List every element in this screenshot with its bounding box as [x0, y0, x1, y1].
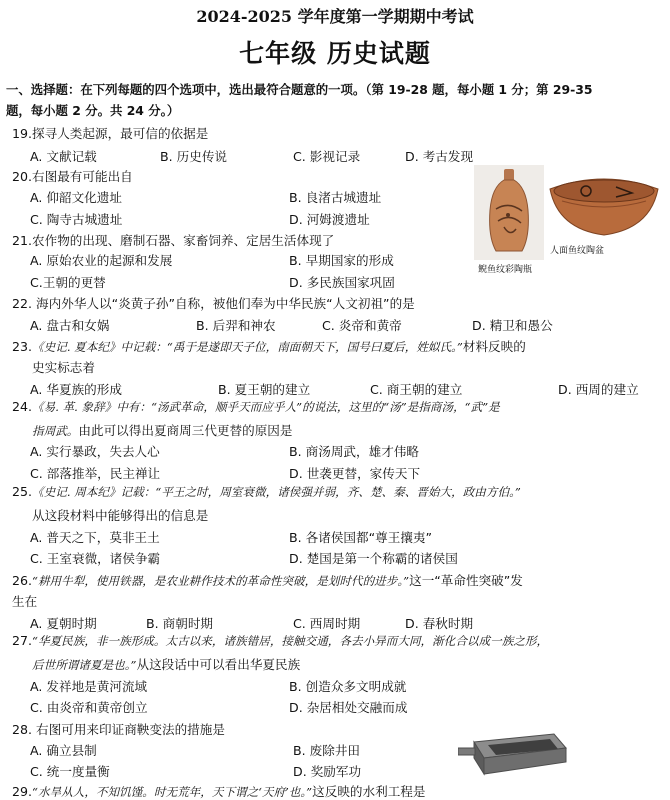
q24-stem-end: 由此可以得出夏商周三代更替的原因是 — [78, 423, 293, 438]
basin-caption: 人面鱼纹陶盆 — [550, 246, 605, 256]
q25-option-b: B. 各诸侯国都“尊王攘夷” — [289, 530, 433, 545]
q20-option-a: A. 仰韶文化遗址 — [30, 190, 122, 205]
fish-pattern-painted-bottle-image — [474, 165, 544, 260]
q27-stem-end: 从这段话中可以看出华夏民族 — [136, 657, 301, 672]
question-19-stem: 19.探寻人类起源，最可信的依据是 — [12, 126, 209, 141]
q20-option-b: B. 良渚古城遗址 — [289, 190, 382, 205]
q24-option-a: A. 实行暴政，失去人心 — [30, 444, 160, 459]
q24-quote-end: 指周武。 — [32, 424, 79, 438]
q23-quote: 《史记. 夏本纪》中记载：“禹于是遂即天子位，南面朝天下，国号曰夏后，姓姒氏。” — [32, 340, 463, 354]
q20-option-d: D. 河姆渡遗址 — [289, 212, 370, 227]
q23-option-c: C. 商王朝的建立 — [370, 382, 463, 397]
q26-option-d: D. 春秋时期 — [405, 616, 474, 631]
exam-subject-title: 七年级 历史试题 — [239, 39, 431, 68]
question-23-stem-line2: 史实标志着 — [32, 360, 95, 375]
q23-option-a: A. 华夏族的形成 — [30, 382, 122, 397]
question-24-stem-line1 — [12, 399, 500, 415]
q22-option-a: A. 盘古和女娲 — [30, 318, 110, 333]
q27-option-a: A. 发祥地是黄河流域 — [30, 679, 148, 694]
q24-number: 24. — [12, 399, 33, 414]
question-23-stem-line1 — [12, 336, 526, 355]
q25-number: 25. — [12, 484, 33, 499]
question-21-stem: 21.农作物的出现、磨制石器、家畜饲养、定居生活体现了 — [12, 233, 335, 248]
q24-option-c: C. 部落推举，民主禅让 — [30, 466, 161, 481]
q23-stem-end: 材料反映的 — [462, 339, 526, 354]
q23-option-d: D. 西周的建立 — [558, 382, 639, 397]
q27-number: 27. — [12, 633, 33, 648]
question-20-stem: 20.右图最有可能出自 — [12, 169, 133, 184]
q28-option-b: B. 废除井田 — [293, 743, 361, 758]
question-27-stem-line2 — [32, 654, 300, 673]
q26-quote: “耕用牛犁，使用铁器，是农业耕作技术的革命性突破，是划时代的进步。” — [32, 574, 410, 588]
q21-option-b: B. 早期国家的形成 — [289, 253, 394, 268]
question-22-stem: 22. 海内外华人以“炎黄子孙”自称，被他们奉为中华民族“人文初祖”的是 — [12, 296, 415, 311]
q25-option-d: D. 楚国是第一个称霸的诸侯国 — [289, 551, 458, 566]
q19-option-d: D. 考古发现 — [405, 149, 474, 164]
section-instructions-line2: 题，每小题 2 分。共 24 分。） — [6, 103, 180, 118]
q19-option-c: C. 影视记录 — [293, 149, 361, 164]
q23-number: 23. — [12, 339, 33, 354]
question-26-stem-line1 — [12, 570, 523, 589]
q27-quote-end: 后世所谓诸夏是也。” — [32, 658, 137, 672]
shang-yang-square-measure-image — [458, 728, 580, 778]
question-29-stem — [12, 781, 425, 800]
q24-quote: 《易. 革. 象辞》中有：“汤武革命，顺乎天而应乎人”的说法，这里的“汤”是指商汤，“武”是 — [32, 400, 500, 414]
q20-option-c: C. 陶寺古城遗址 — [30, 212, 123, 227]
q27-option-b: B. 创造众多文明成就 — [289, 679, 407, 694]
q26-option-c: C. 西周时期 — [293, 616, 361, 631]
question-26-stem-line2: 生在 — [12, 594, 38, 609]
human-face-fish-basin-image — [546, 173, 662, 239]
question-24-stem-line2 — [32, 420, 292, 439]
q29-number: 29. — [12, 784, 33, 799]
q26-stem-end: 这一“革命性突破”发 — [409, 573, 523, 588]
q19-option-a: A. 文献记载 — [30, 149, 97, 164]
q29-stem-end: 这反映的水利工程是 — [312, 784, 426, 799]
q29-quote: “水旱从人，不知饥馑。时无荒年，天下谓之‘天府’也。” — [32, 785, 313, 799]
q21-option-c: C.王朝的更替 — [30, 275, 106, 290]
q27-quote: “华夏民族，非一族形成。太古以来，诸族错居，接触交通，各去小异而大同，渐化合以成一族之形， — [32, 634, 549, 648]
bottle-caption: 鲵鱼纹彩陶瓶 — [478, 265, 533, 275]
q25-option-a: A. 普天之下，莫非王土 — [30, 530, 160, 545]
q21-option-d: D. 多民族国家巩固 — [289, 275, 395, 290]
question-27-stem-line1 — [12, 633, 548, 649]
q24-option-b: B. 商汤周武，雄才伟略 — [289, 444, 419, 459]
q24-option-d: D. 世袭更替，家传天下 — [289, 466, 421, 481]
question-25-stem-line2: 从这段材料中能够得出的信息是 — [32, 508, 209, 523]
q26-option-a: A. 夏朝时期 — [30, 616, 97, 631]
q27-option-c: C. 由炎帝和黄帝创立 — [30, 700, 148, 715]
q19-option-b: B. 历史传说 — [160, 149, 228, 164]
q23-option-b: B. 夏王朝的建立 — [218, 382, 311, 397]
q28-option-d: D. 奖励军功 — [293, 764, 362, 779]
question-28-stem: 28. 右图可用来印证商鞅变法的措施是 — [12, 722, 225, 737]
q26-number: 26. — [12, 573, 33, 588]
q21-option-a: A. 原始农业的起源和发展 — [30, 253, 173, 268]
section-instructions-line1: 一、选择题：在下列每题的四个选项中，选出最符合题意的一项。（第 19-28 题，每小题 1 分；第 29-35 — [6, 82, 593, 97]
q22-option-b: B. 后羿和神农 — [196, 318, 276, 333]
q28-option-a: A. 确立县制 — [30, 743, 97, 758]
exam-title: 2024-2025 学年度第一学期期中考试 — [196, 7, 474, 26]
q22-option-c: C. 炎帝和黄帝 — [322, 318, 402, 333]
q25-quote: 《史记. 周本纪》记载：“平王之时，周室衰微，诸侯强并弱，齐、楚、秦、晋始大，政由方伯。” — [32, 485, 521, 499]
q28-option-c: C. 统一度量衡 — [30, 764, 110, 779]
q22-option-d: D. 精卫和愚公 — [472, 318, 553, 333]
question-25-stem-line1 — [12, 484, 521, 500]
q25-option-c: C. 王室衰微，诸侯争霸 — [30, 551, 161, 566]
q26-option-b: B. 商朝时期 — [146, 616, 214, 631]
q27-option-d: D. 杂居相处交融而成 — [289, 700, 408, 715]
